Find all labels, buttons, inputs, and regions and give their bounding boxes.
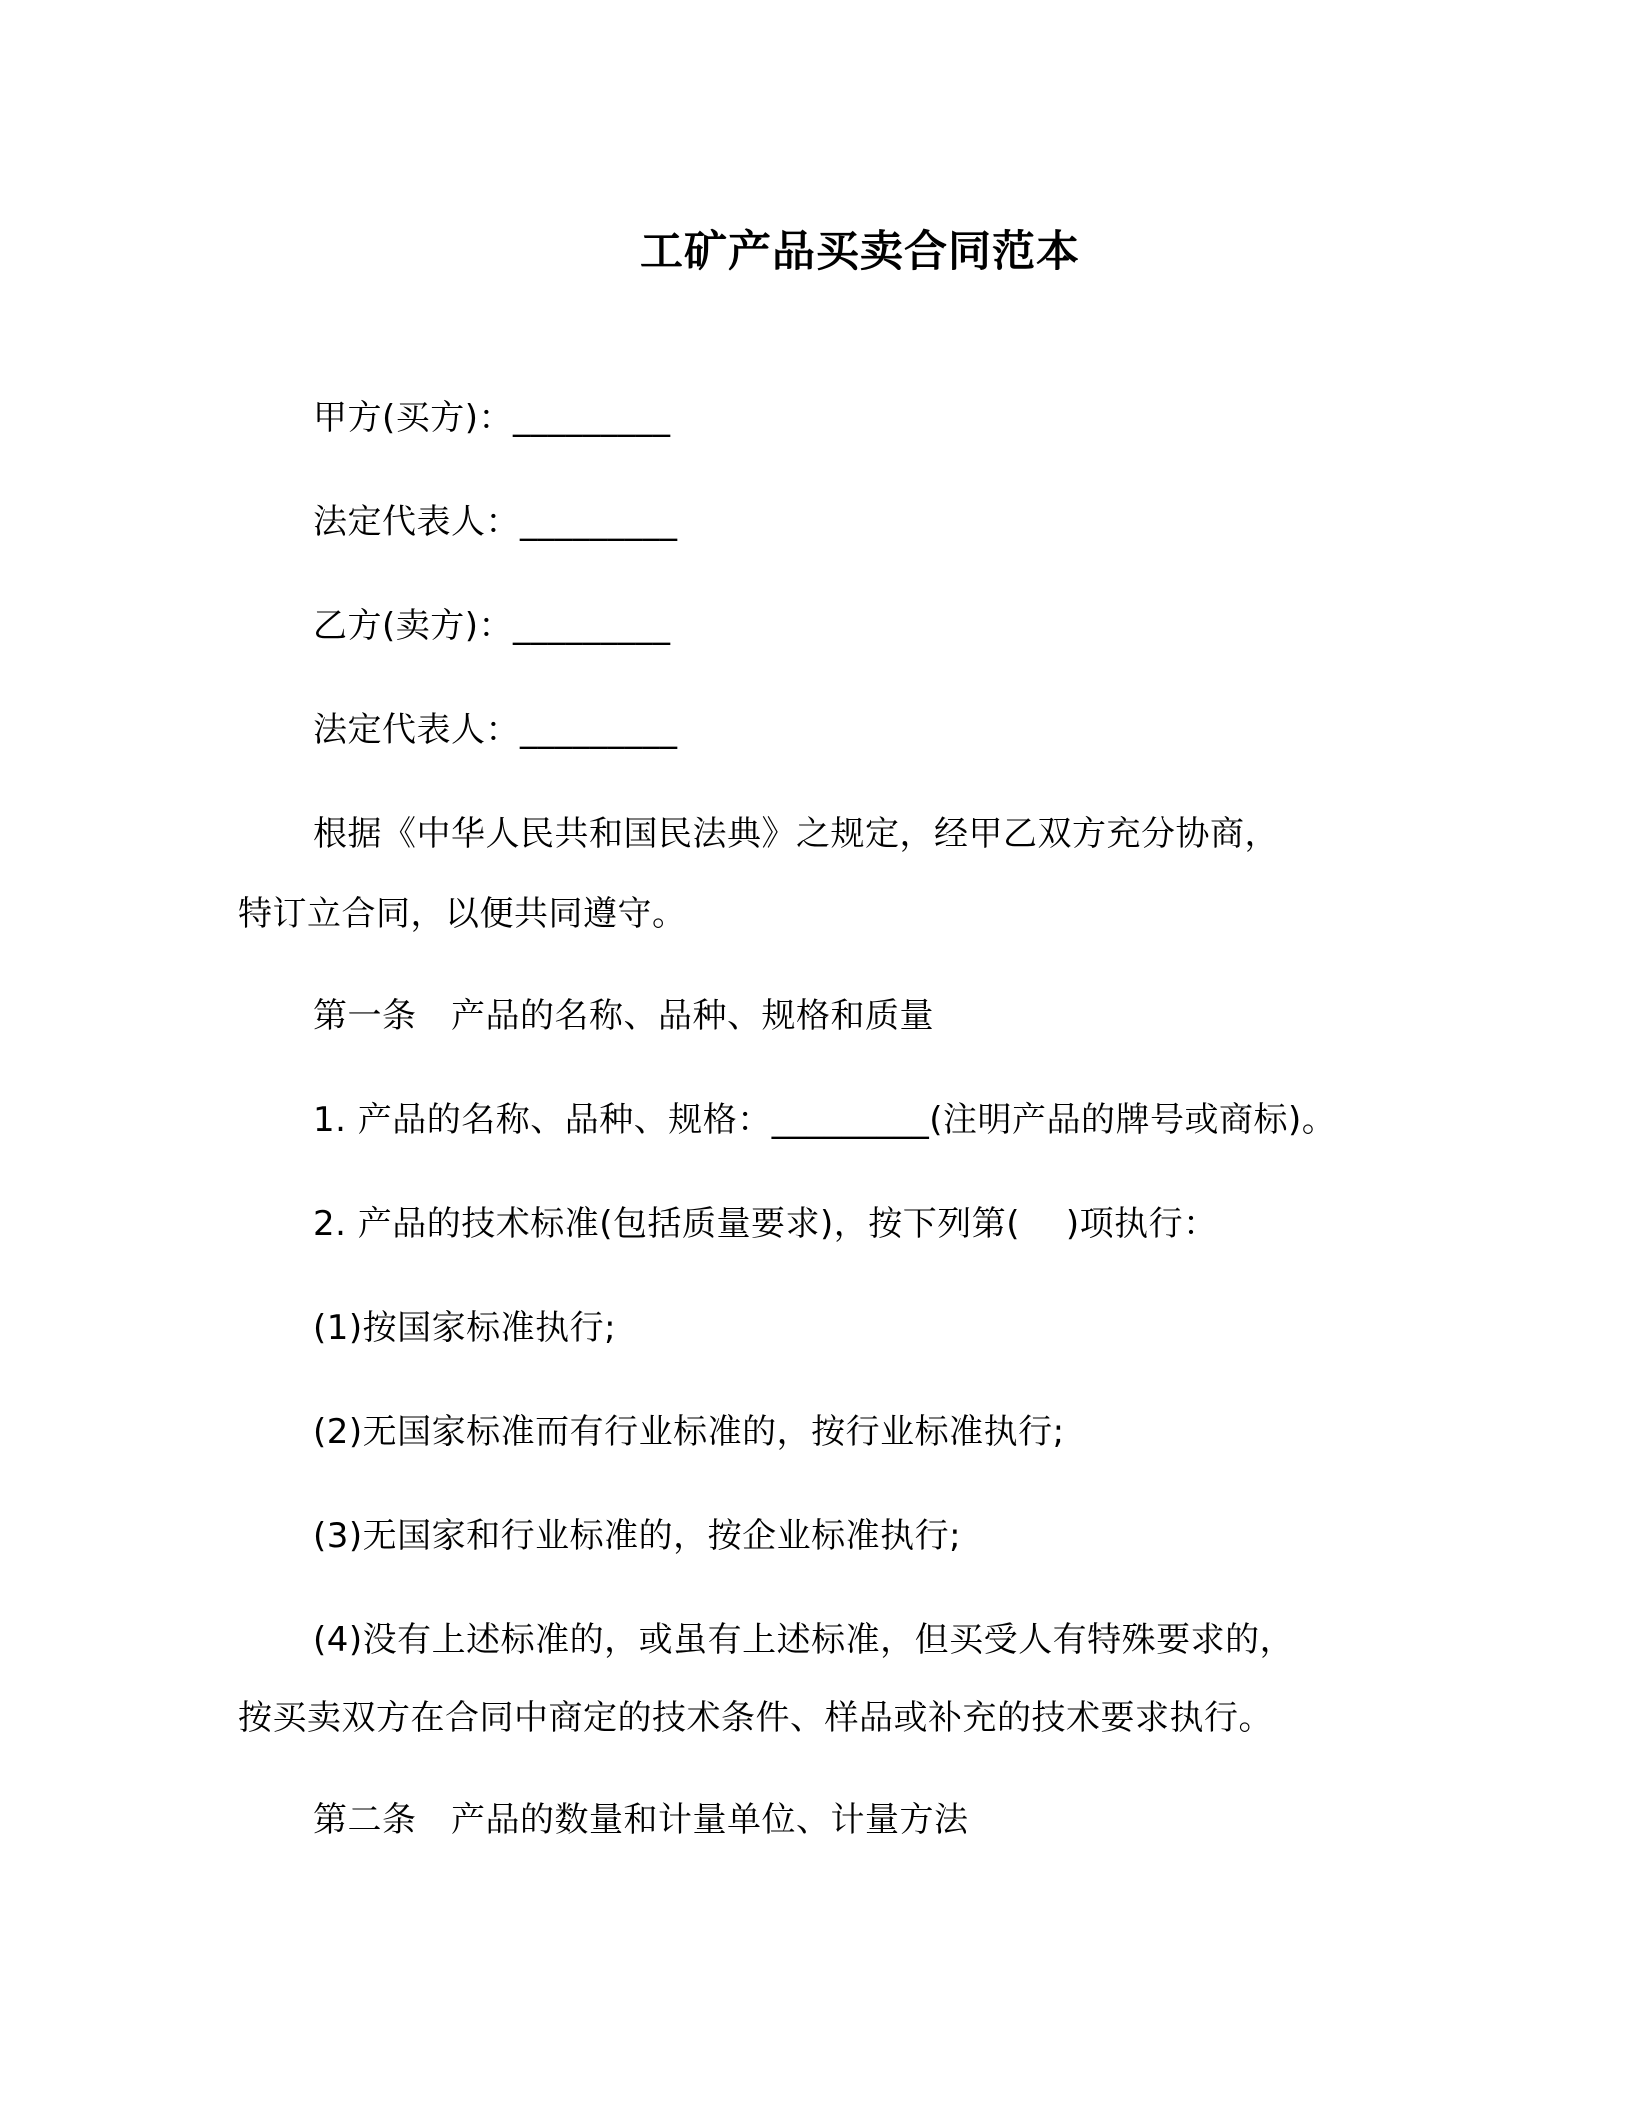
article-1-item-1: 1. 产品的名称、品种、规格：_________(注明产品的牌号或商标)。 — [313, 1100, 1337, 1140]
document-title: 工矿产品买卖合同范本 — [640, 227, 1080, 277]
standard-option-1: (1)按国家标准执行; — [313, 1308, 617, 1348]
preamble-line-1: 根据《中华人民共和国民法典》之规定，经甲乙双方充分协商， — [313, 814, 1279, 854]
party-b-line: 乙方(卖方)：_________ — [313, 606, 671, 646]
standard-option-3: (3)无国家和行业标准的，按企业标准执行; — [313, 1516, 962, 1556]
party-a-representative-line: 法定代表人：_________ — [313, 502, 678, 542]
standard-option-4-line-2: 按买卖双方在合同中商定的技术条件、样品或补充的技术要求执行。 — [238, 1698, 1273, 1738]
article-1-item-2: 2. 产品的技术标准(包括质量要求)，按下列第( )项执行： — [313, 1204, 1218, 1244]
standard-option-2: (2)无国家标准而有行业标准的，按行业标准执行; — [313, 1412, 1065, 1452]
article-1-heading: 第一条 产品的名称、品种、规格和质量 — [313, 996, 934, 1036]
article-2-heading: 第二条 产品的数量和计量单位、计量方法 — [313, 1800, 969, 1840]
party-b-representative-line: 法定代表人：_________ — [313, 710, 678, 750]
preamble-line-2: 特订立合同，以便共同遵守。 — [238, 894, 687, 934]
standard-option-4-line-1: (4)没有上述标准的，或虽有上述标准，但买受人有特殊要求的， — [313, 1620, 1295, 1660]
party-a-line: 甲方(买方)：_________ — [313, 398, 671, 438]
